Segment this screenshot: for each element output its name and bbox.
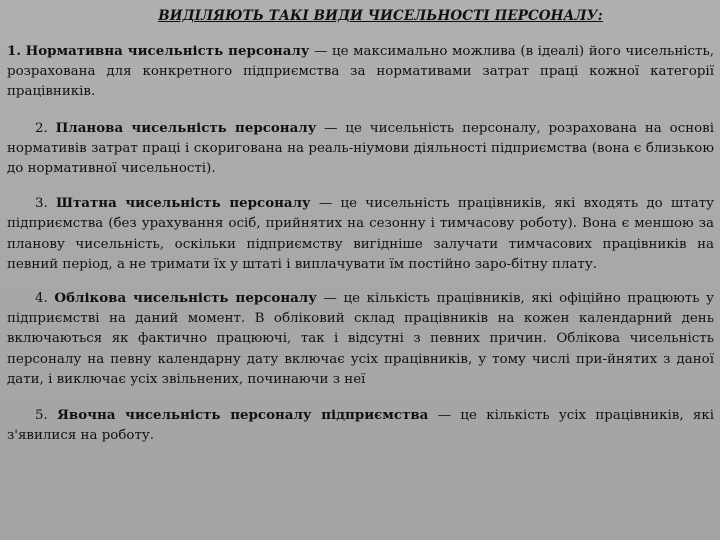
item-number: 4.	[35, 291, 48, 307]
item-text: — це кількість працівників, які офіційно працюють у підприємстві на даний момент. В обліковий склад працівників на кожен календарний день включаються як фактично працюючі, так і відсутні з певних причин. Облікова чисельність персоналу на певну календарну дату включає усіх працівників, у тому числі при-йнятих з даної дати, і виключає усіх звільнених, починаючи з неї	[7, 291, 715, 387]
item-term: Явочна чисельність персоналу підприємства	[57, 407, 429, 424]
item-staff	[7, 193, 714, 275]
item-text: — це чисельність персоналу, розрахована на основі нормативів затрат праці і скоригована на реаль-ніумови діяльності підприємства (вона є близькою до нормативної чисельності).	[7, 120, 715, 177]
item-attendance	[7, 405, 714, 446]
item-planned	[7, 118, 714, 180]
item-term: Планова чисельність персоналу	[55, 119, 317, 136]
item-text: — це кількість усіх працівників, які з'явилися на роботу.	[7, 408, 714, 444]
item-number: 1.	[7, 43, 21, 59]
item-term: Облікова чисельність персоналу	[54, 290, 317, 307]
item-text: — це максимально можлива (в ідеалі) його чисельність, розрахована для конкретного підприємства за нормативами затрат праці кожної категорії працівників.	[7, 44, 714, 100]
item-text: — це чисельність працівників, які входять до штату підприємства (без урахування осіб, прийнятих на сезонну і тимчасову роботу). Вона є меншою за планову чисельність, оскільки підприємству вигідніше залучати тимчасових працівників на певний період, а не тримати їх у штаті і виплачувати їм постійно заро-бітну плату.	[7, 196, 714, 272]
item-term: Штатна чисельність персоналу	[56, 195, 311, 212]
slide-title: ВИДІЛЯЮТЬ ТАКІ ВИДИ ЧИСЕЛЬНОСТІ ПЕРСОНАЛУ:	[158, 8, 603, 24]
item-number: 3.	[35, 196, 48, 212]
item-number: 2.	[35, 120, 48, 136]
item-normative	[7, 41, 714, 103]
item-term: Нормативна чисельність персоналу	[25, 43, 310, 59]
item-registered	[7, 288, 714, 390]
item-number: 5.	[35, 408, 48, 424]
